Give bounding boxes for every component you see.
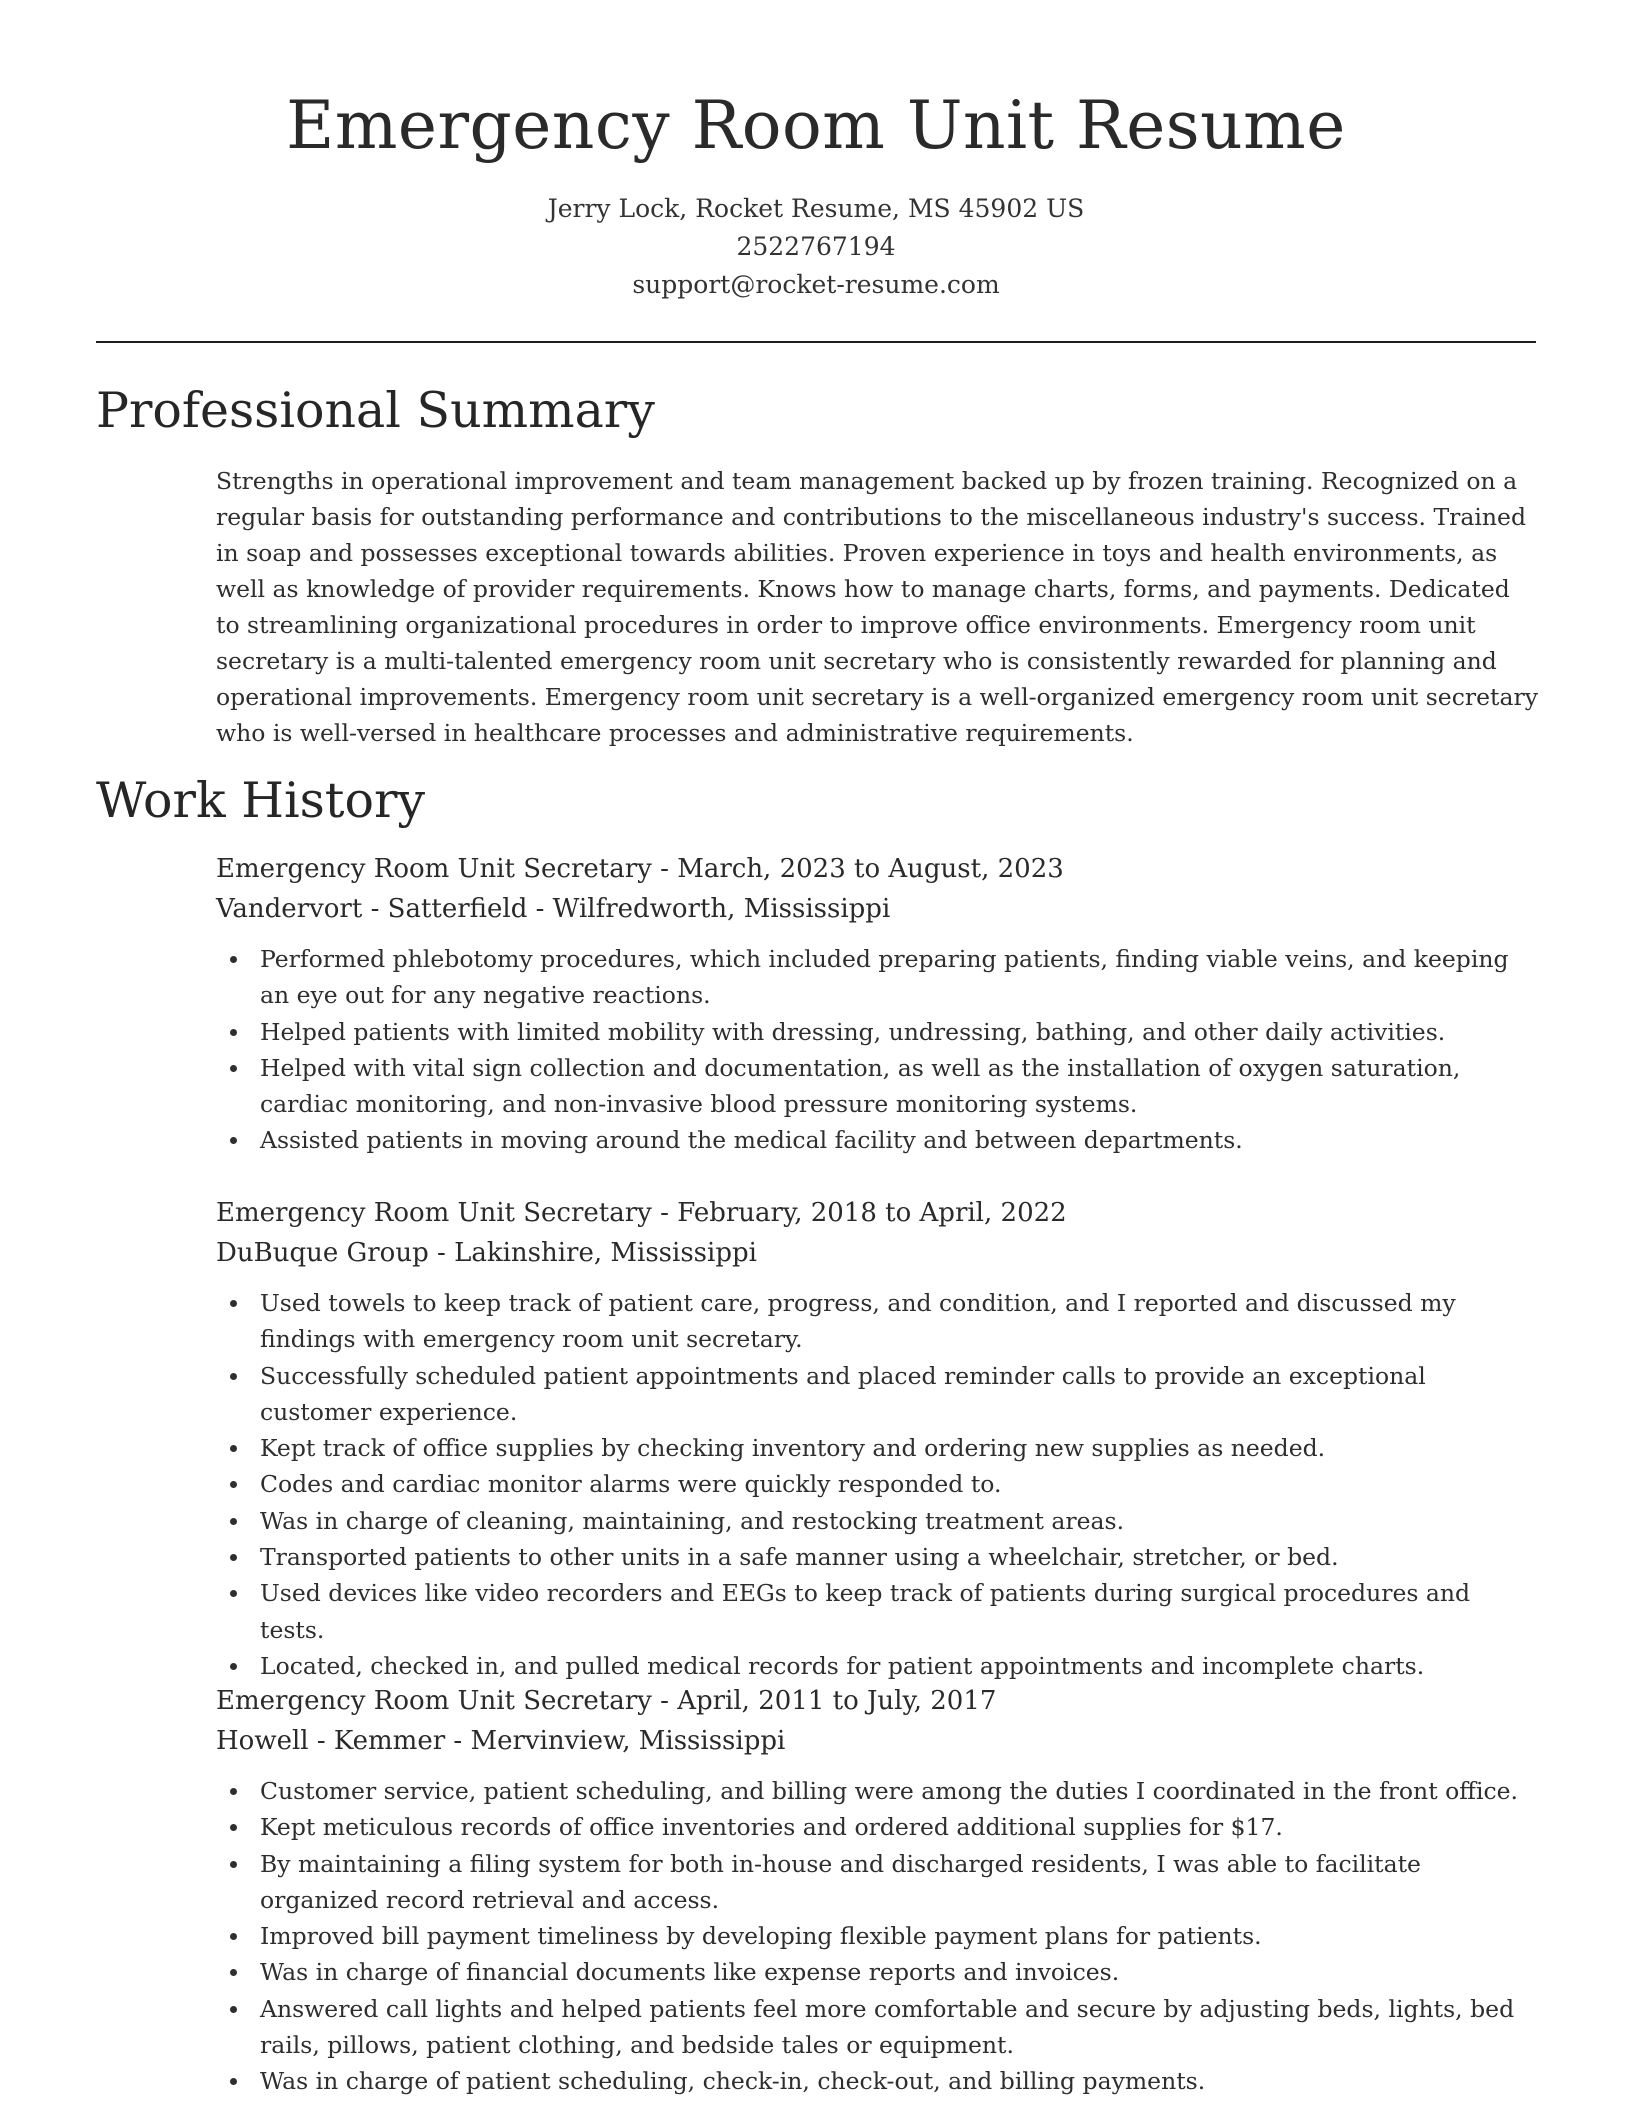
contact-block xyxy=(0,190,1632,304)
summary-text: Strengths in operational improvement and team management backed up by frozen training. Recognized on a regular basis for outstanding performance and contributions to the miscellaneous industry's success. Trained in soap and possesses exceptional towards abilities. Proven experience in toys and health environments, as well as knowledge of provider requirements. Knows how to manage charts, forms, and payments. Dedicated to streamlining organizational procedures in order to improve office environments. Emergency room unit secretary is a multi-talented emergency room unit secretary who is consistently rewarded for planning and operational improvements. Emergency room unit secretary is a well-organized emergency room unit secretary who is well-versed in healthcare processes and administrative requirements. xyxy=(216,467,1538,747)
job-dates: April, 2011 to July, 2017 xyxy=(677,1686,997,1716)
job-entry xyxy=(216,849,1538,1159)
job-title: Emergency Room Unit Secretary xyxy=(216,1198,652,1228)
job-title: Emergency Room Unit Secretary xyxy=(216,1686,652,1716)
job-bullet: Located, checked in, and pulled medical records for patient appointments and incomplete charts. xyxy=(216,1648,1538,1684)
job-bullet: Improved bill payment timeliness by developing flexible payment plans for patients. xyxy=(216,1918,1538,1954)
contact-email: support@rocket-resume.com xyxy=(632,270,1000,299)
job-location: Lakinshire, Mississippi xyxy=(454,1238,757,1268)
job-bullet: Answered call lights and helped patients feel more comfortable and secure by adjusting beds, lights, bed rails, pillows, patient clothing, and bedside tales or equipment. xyxy=(216,1991,1538,2064)
job-title: Emergency Room Unit Secretary xyxy=(216,854,652,884)
job-bullet: Helped patients with limited mobility with dressing, undressing, bathing, and other daily activities. xyxy=(216,1014,1538,1050)
job-title-line: Emergency Room Unit Secretary - April, 2011 to July, 2017 xyxy=(216,1686,997,1716)
job-dates: February, 2018 to April, 2022 xyxy=(677,1198,1067,1228)
resume-title: Emergency Room Unit Resume xyxy=(286,87,1346,164)
job-entry xyxy=(216,1193,1538,1684)
job-bullets xyxy=(216,1285,1538,1684)
job-company: DuBuque Group xyxy=(216,1238,429,1268)
summary-heading: Professional Summary xyxy=(96,382,655,439)
job-bullet: By maintaining a filing system for both in-house and discharged residents, I was able to facilitate organized record retrieval and access. xyxy=(216,1846,1538,1919)
work-history-heading: Work History xyxy=(96,772,426,829)
job-bullets xyxy=(216,1773,1538,2100)
job-entry xyxy=(216,1681,1538,2100)
contact-phone: 2522767194 xyxy=(736,232,896,261)
job-bullet: Was in charge of cleaning, maintaining, and restocking treatment areas. xyxy=(216,1503,1538,1539)
job-title-line: Emergency Room Unit Secretary - March, 2023 to August, 2023 xyxy=(216,854,1064,884)
job-bullet: Was in charge of patient scheduling, check-in, check-out, and billing payments. xyxy=(216,2063,1538,2099)
header-divider xyxy=(96,341,1536,343)
job-bullet: Used devices like video recorders and EEGs to keep track of patients during surgical procedures and tests. xyxy=(216,1575,1538,1648)
job-company: Vandervort - Satterfield xyxy=(216,894,528,924)
job-bullet: Used towels to keep track of patient care, progress, and condition, and I reported and discussed my findings with emergency room unit secretary. xyxy=(216,1285,1538,1358)
job-bullet: Kept track of office supplies by checking inventory and ordering new supplies as needed. xyxy=(216,1430,1538,1466)
job-company-line: Howell - Kemmer - Mervinview, Mississippi xyxy=(216,1726,786,1756)
job-bullet: Performed phlebotomy procedures, which included preparing patients, finding viable veins, and keeping an eye out for any negative reactions. xyxy=(216,941,1538,1014)
job-bullet: Codes and cardiac monitor alarms were quickly responded to. xyxy=(216,1466,1538,1502)
contact-address: Jerry Lock, Rocket Resume, MS 45902 US xyxy=(547,194,1085,223)
job-company-line: Vandervort - Satterfield - Wilfredworth, Mississippi xyxy=(216,894,891,924)
job-company-line: DuBuque Group - Lakinshire, Mississippi xyxy=(216,1238,757,1268)
job-bullet: Transported patients to other units in a safe manner using a wheelchair, stretcher, or bed. xyxy=(216,1539,1538,1575)
job-company: Howell - Kemmer xyxy=(216,1726,446,1756)
job-bullet: Kept meticulous records of office inventories and ordered additional supplies for $17. xyxy=(216,1809,1538,1845)
job-bullet: Was in charge of financial documents like expense reports and invoices. xyxy=(216,1954,1538,1990)
job-bullet: Helped with vital sign collection and documentation, as well as the installation of oxygen saturation, cardiac monitoring, and non-invasive blood pressure monitoring systems. xyxy=(216,1050,1538,1123)
job-bullets xyxy=(216,941,1538,1159)
job-location: Mervinview, Mississippi xyxy=(470,1726,786,1756)
job-bullet: Successfully scheduled patient appointments and placed reminder calls to provide an exceptional customer experience. xyxy=(216,1358,1538,1431)
job-title-line: Emergency Room Unit Secretary - February, 2018 to April, 2022 xyxy=(216,1198,1067,1228)
job-location: Wilfredworth, Mississippi xyxy=(552,894,891,924)
job-bullet: Customer service, patient scheduling, and billing were among the duties I coordinated in the front office. xyxy=(216,1773,1538,1809)
job-dates: March, 2023 to August, 2023 xyxy=(677,854,1064,884)
job-bullet: Assisted patients in moving around the medical facility and between departments. xyxy=(216,1122,1538,1158)
